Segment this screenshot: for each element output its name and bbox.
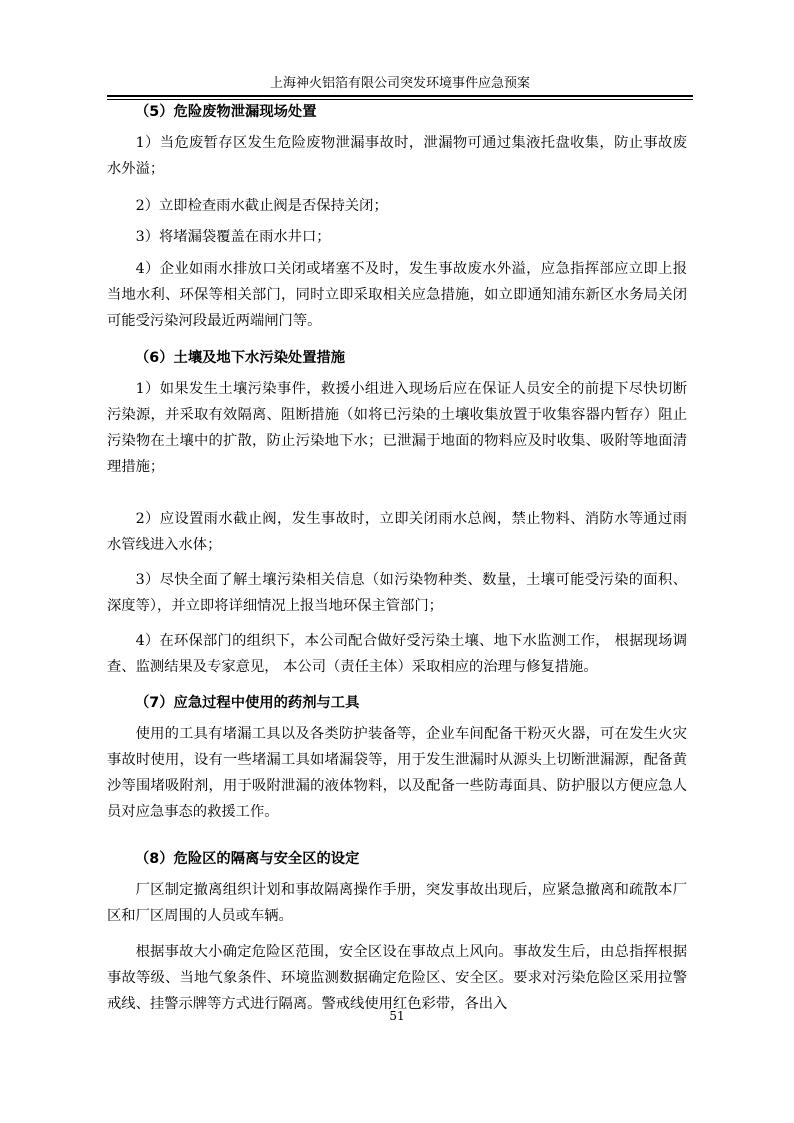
section-5-heading: （5）危险废物泄漏现场处置	[135, 104, 317, 120]
section-6-paragraph-2: 2）应设置雨水截止阀，发生事故时，立即关闭雨水总阀，禁止物料、消防水等通过雨水管线进入水体；	[107, 511, 687, 553]
section-8-heading: （8）危险区的隔离与安全区的设定	[135, 851, 360, 867]
page-number: 51	[389, 1009, 405, 1023]
section-6-paragraph-3: 3）尽快全面了解土壤污染相关信息（如污染物种类、数量，土壤可能受污染的面积、深度等），并立即将详细情况上报当地环保主管部门；	[107, 572, 687, 614]
section-5-paragraph-1: 1）当危废暂存区发生危险废物泄漏事故时，泄漏物可通过集液托盘收集，防止事故废水外溢；	[107, 135, 687, 177]
section-5-paragraph-3: 3）将堵漏袋覆盖在雨水井口；	[135, 229, 331, 245]
section-6-heading: （6）土壤及地下水污染处置措施	[135, 350, 346, 366]
section-6-paragraph-1: 1）如果发生土壤污染事件，救援小组进入现场后应在保证人员安全的前提下尽快切断污染源，并采取有效隔离、阻断措施（如将已污染的土壤收集放置于收集容器内暂存）阻止污染物在土壤中的扩散，防止污染地下水；已泄漏于地面的物料应及时收集、吸附等地面清理措施；	[107, 381, 687, 475]
section-7-heading: （7）应急过程中使用的药剂与工具	[135, 695, 360, 711]
section-6-paragraph-4: 4）在环保部门的组织下，本公司配合做好受污染土壤、地下水监测工作， 根据现场调查、监测结果及专家意见， 本公司（责任主体）采取相应的治理与修复措施。	[107, 633, 687, 675]
section-5-paragraph-2: 2）立即检查雨水截止阀是否保持关闭；	[135, 198, 388, 214]
section-7-paragraph-1: 使用的工具有堵漏工具以及各类防护装备等，企业车间配备干粉灭火器，可在发生火灾事故时使用，设有一些堵漏工具如堵漏袋等，用于发生泄漏时从源头上切断泄漏源，配备黄沙等围堵吸附剂，用于吸附泄漏的液体物料，以及配备一些防毒面具、防护服以方便应急人员对应急事态的救援工作。	[107, 726, 687, 820]
header-rule-thick	[107, 95, 693, 97]
page-header-title: 上海神火铝箔有限公司突发环境事件应急预案	[269, 76, 530, 91]
section-8-paragraph-1: 厂区制定撤离组织计划和事故隔离操作手册，突发事故出现后，应紧急撤离和疏散本厂区和厂区周围的人员或车辆。	[107, 882, 687, 924]
section-5-paragraph-4: 4）企业如雨水排放口关闭或堵塞不及时，发生事故废水外溢，应急指挥部应立即上报当地水利、环保等相关部门，同时立即采取相关应急措施，如立即通知浦东新区水务局关闭可能受污染河段最近两端闸门等。	[107, 261, 687, 329]
section-8-paragraph-2: 根据事故大小确定危险区范围，安全区设在事故点上风向。事故发生后，由总指挥根据事故等级、当地气象条件、环境监测数据确定危险区、安全区。要求对污染危险区采用拉警戒线、挂警示牌等方式进行隔离。警戒线使用红色彩带，各出入	[107, 944, 687, 1012]
